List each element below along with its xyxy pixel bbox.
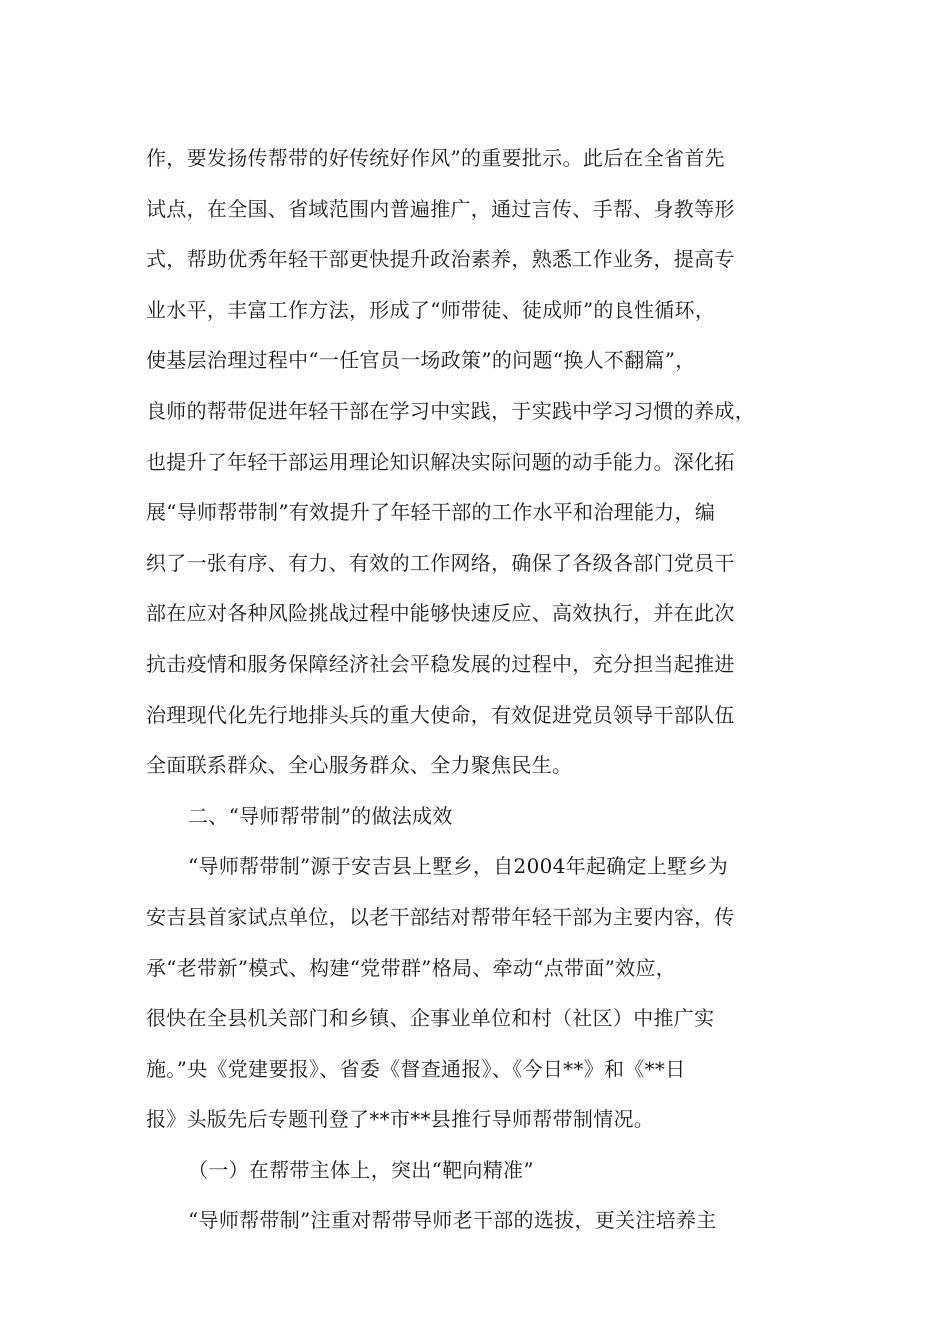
text-line: 业水平，丰富工作方法，形成了“师带徒、徒成师”的良性循环， — [146, 297, 716, 322]
text-line: 承“老带新”模式、构建“党带群”格局、牵动“点带面”效应， — [146, 955, 677, 980]
text-line: 良师的帮带促进年轻干部在学习中实践，于实践中学习习惯的养成， — [146, 398, 755, 423]
text-line: 报》头版先后专题刊登了**市**县推行导师帮带制情况。 — [146, 1107, 655, 1132]
text-line: 式，帮助优秀年轻干部更快提升政治素养，熟悉工作业务，提高专 — [146, 247, 735, 272]
text-line: 作，要发扬传帮带的好传统好作风”的重要批示。此后在全省首先 — [146, 146, 725, 170]
text-line: 织了一张有序、有力、有效的工作网络，确保了各级各部门党员干 — [146, 550, 735, 575]
text-line: （一）在帮带主体上，突出“靶向精准” — [188, 1157, 534, 1182]
text-line: 治理现代化先行地排头兵的重大使命，有效促进党员领导干部队伍 — [146, 702, 735, 727]
text-line: 很快在全县机关部门和乡镇、企事业单位和村（社区）中推广实 — [146, 1006, 715, 1031]
text-line: 安吉县首家试点单位，以老干部结对帮带年轻干部为主要内容，传 — [146, 904, 735, 929]
text-line: 部在应对各种风险挑战过程中能够快速反应、高效执行，并在此次 — [146, 601, 735, 626]
text-line: 展“导师帮带制”有效提升了年轻干部的工作水平和治理能力，编 — [146, 500, 716, 525]
text-line: 也提升了年轻干部运用理论知识解决实际问题的动手能力。深化拓 — [146, 449, 735, 474]
text-line: 试点，在全国、省域范围内普遍推广，通过言传、手帮、身教等形 — [146, 196, 735, 221]
text-line: 施。”央《党建要报》、省委《督查通报》、《今日**》和《**日 — [146, 1056, 686, 1081]
text-line: 使基层治理过程中“一任官员一场政策”的问题“换人不翻篇”， — [146, 348, 696, 373]
text-line: 全面联系群众、全心服务群众、全力聚焦民生。 — [146, 753, 573, 778]
text-line: 抗击疫情和服务保障经济社会平稳发展的过程中，充分担当起推进 — [146, 651, 735, 676]
document-body — [146, 133, 826, 1246]
text-line: “导师帮带制”源于安吉县上墅乡，自2004年起确定上墅乡为 — [188, 854, 729, 879]
text-line: 二、“导师帮带制”的做法成效 — [188, 803, 453, 828]
text-line: “导师帮带制”注重对帮带导师老干部的选拔，更关注培养主 — [188, 1208, 717, 1233]
